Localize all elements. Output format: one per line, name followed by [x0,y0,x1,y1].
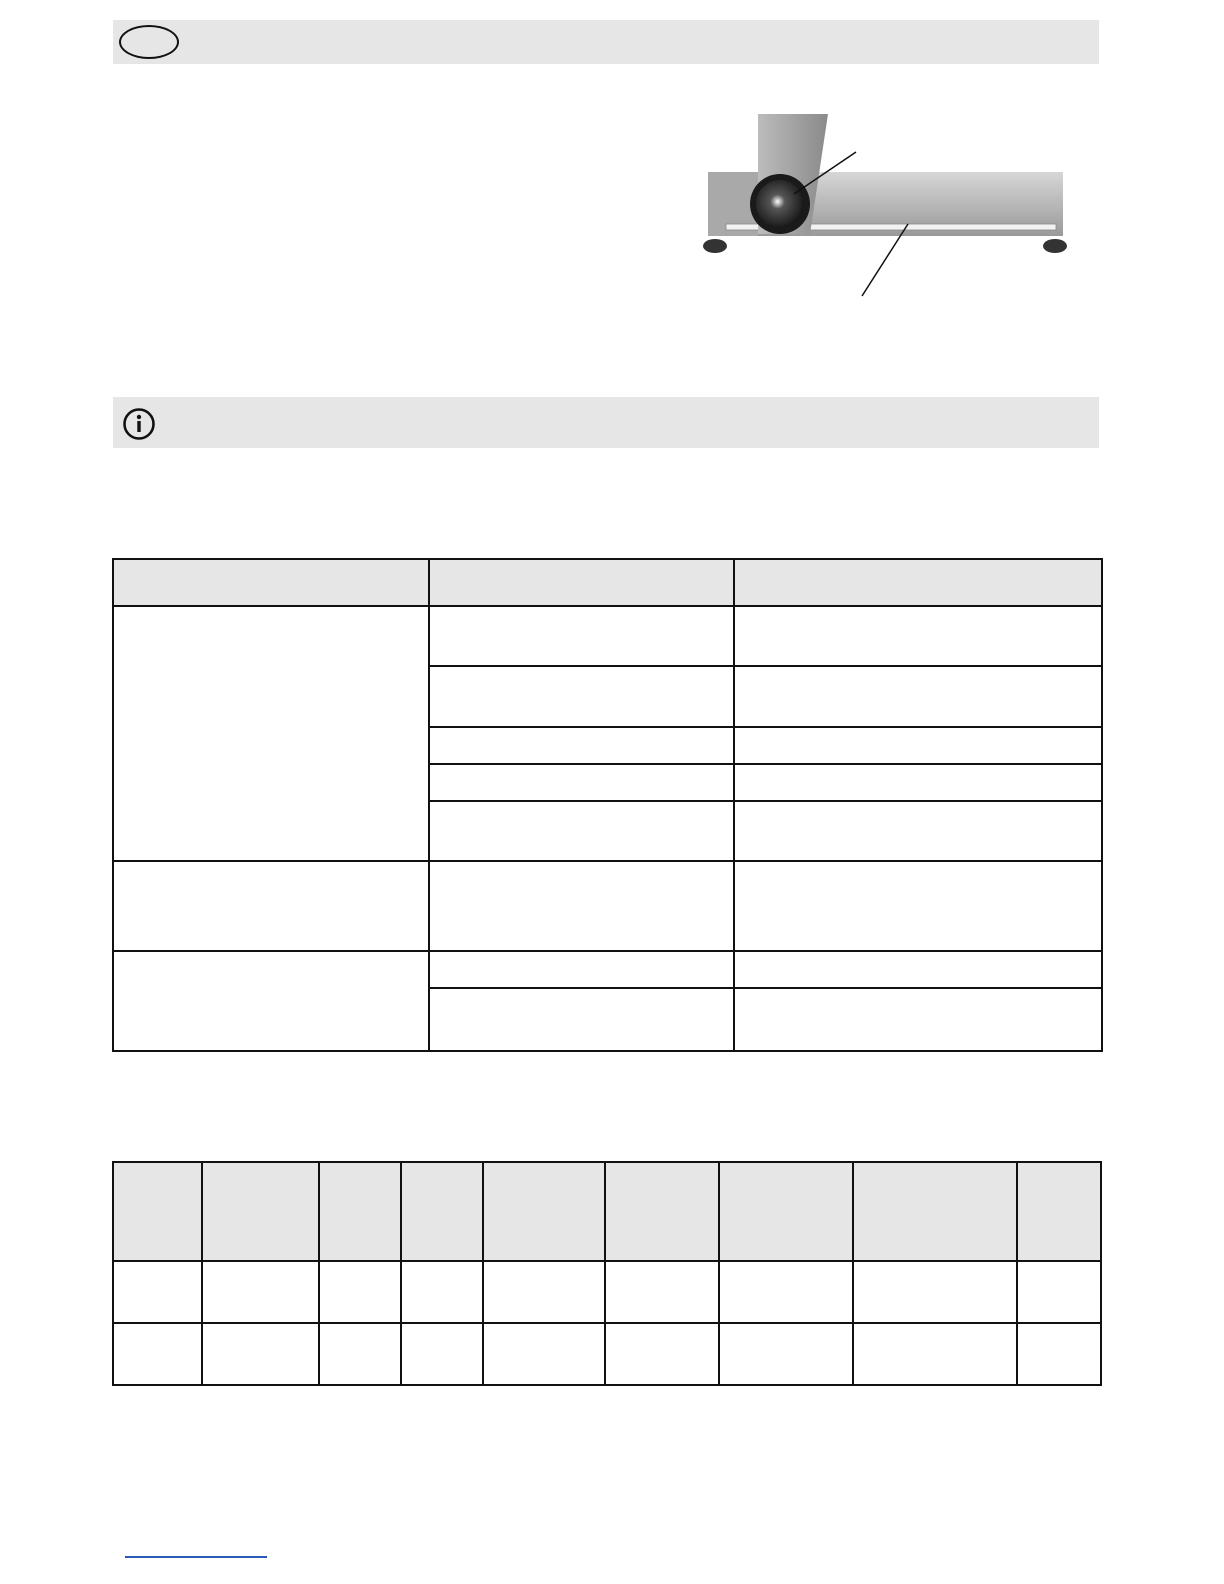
table-header-cell [605,1162,719,1261]
table-cell [1017,1261,1101,1323]
table-cell [1017,1323,1101,1385]
table-header-cell [483,1162,605,1261]
table-header-cell [202,1162,319,1261]
table-cell [605,1261,719,1323]
info-note-band [113,397,1099,448]
table-header-cell [853,1162,1017,1261]
table-header-cell [429,559,734,606]
table-cell [734,801,1102,861]
table-cell [429,727,734,764]
table-row [113,861,1102,951]
table-cell [734,861,1102,951]
footer-link[interactable] [125,1556,267,1558]
table-row [113,1323,1101,1385]
table-cell [734,606,1102,666]
table-cell [319,1323,401,1385]
product-illustration [690,98,1090,303]
table-cell [429,606,734,666]
table-header-cell [1017,1162,1101,1261]
table-cell [429,666,734,727]
section-header-band [113,20,1099,64]
table-cell [429,861,734,951]
table-row [113,1261,1101,1323]
table-cell [113,1261,202,1323]
table-cell [429,951,734,988]
table-cell [734,666,1102,727]
table-header-cell [113,1162,202,1261]
table-header-cell [719,1162,853,1261]
technical-data-table [112,1161,1102,1386]
table-cell [483,1261,605,1323]
table-cell [401,1261,483,1323]
table-cell [483,1323,605,1385]
table-cell [719,1261,853,1323]
table-cell [319,1261,401,1323]
table-cell [719,1323,853,1385]
table-cell [605,1323,719,1385]
troubleshooting-table [112,558,1103,1052]
table-row [113,951,1102,988]
table-cell [429,988,734,1051]
group-label-cell [113,951,429,1051]
table-header-cell [734,559,1102,606]
table-header-row [113,1162,1101,1261]
table-cell [113,1323,202,1385]
table-cell [429,764,734,801]
language-badge [119,25,179,59]
table-header-cell [319,1162,401,1261]
table-header-cell [113,559,429,606]
table-cell [734,951,1102,988]
group-label-cell [113,861,429,951]
table-cell [853,1323,1017,1385]
table-cell [202,1261,319,1323]
table-cell [202,1323,319,1385]
info-circle-icon [122,407,156,441]
table-cell [734,764,1102,801]
table-row [113,606,1102,666]
table-header-row [113,559,1102,606]
table-cell [734,988,1102,1051]
table-header-cell [401,1162,483,1261]
table-cell [429,801,734,861]
group-label-cell [113,606,429,861]
table-cell [853,1261,1017,1323]
table-cell [401,1323,483,1385]
table-cell [734,727,1102,764]
